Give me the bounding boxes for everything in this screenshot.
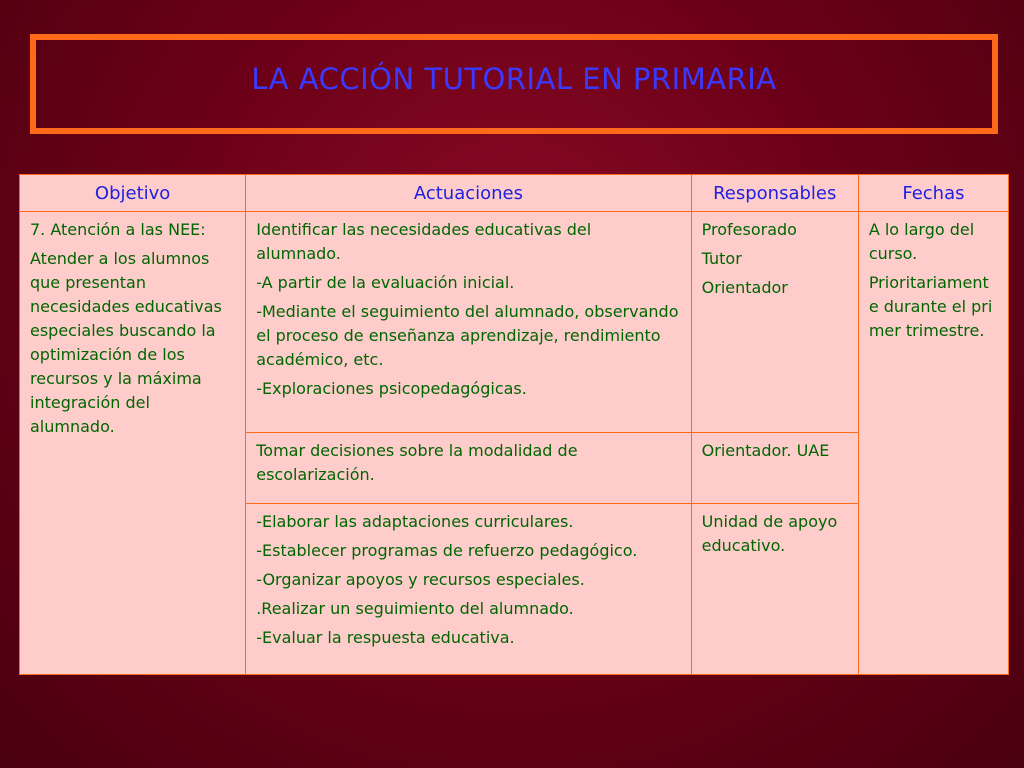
tutorial-action-table xyxy=(19,174,1009,675)
actuacion-item: -Organizar apoyos y recursos especiales. xyxy=(256,570,585,589)
objetivo-heading: 7. Atención a las NEE: xyxy=(30,220,206,239)
header-fechas: Fechas xyxy=(858,175,1008,212)
actuacion-item: -Exploraciones psicopedagógicas. xyxy=(256,379,527,398)
fechas-cell xyxy=(858,212,1008,675)
actuacion-item: .Realizar un seguimiento del alumnado. xyxy=(256,599,574,618)
title-frame xyxy=(30,34,998,134)
fecha-item: A lo largo del curso. xyxy=(868,220,975,263)
responsable-item: Orientador xyxy=(701,278,788,297)
objetivo-cell xyxy=(20,212,246,675)
actuaciones-cell xyxy=(246,504,691,675)
responsable-item: Tutor xyxy=(701,249,742,268)
actuacion-item: -Establecer programas de refuerzo pedagógico. xyxy=(256,541,638,560)
actuacion-item: -A partir de la evaluación inicial. xyxy=(256,273,515,292)
responsables-cell xyxy=(691,504,858,675)
actuaciones-cell xyxy=(246,212,691,433)
header-objetivo: Objetivo xyxy=(20,175,246,212)
header-actuaciones: Actuaciones xyxy=(246,175,691,212)
objetivo-text: Atender a los alumnos que presentan necesidades educativas especiales buscando la optimización de los recursos y la máxima integración del alumnado. xyxy=(30,249,222,436)
actuacion-item: Identificar las necesidades educativas del alumnado. xyxy=(256,220,592,263)
fecha-item: Prioritariamente durante el primer trimestre. xyxy=(868,273,993,340)
actuacion-item: -Evaluar la respuesta educativa. xyxy=(256,628,515,647)
slide-title: LA ACCIÓN TUTORIAL EN PRIMARIA xyxy=(251,62,777,96)
responsables-cell xyxy=(691,212,858,433)
responsables-cell xyxy=(691,433,858,504)
responsable-item: Profesorado xyxy=(701,220,797,239)
responsable-item: Unidad de apoyo educativo. xyxy=(701,512,838,555)
table-row xyxy=(20,212,1009,433)
actuacion-item: -Elaborar las adaptaciones curriculares. xyxy=(256,512,574,531)
actuacion-item: Tomar decisiones sobre la modalidad de escolarización. xyxy=(256,441,578,484)
actuacion-item: -Mediante el seguimiento del alumnado, observando el proceso de enseñanza aprendizaje, rendimiento académico, etc. xyxy=(256,302,679,369)
table-header-row xyxy=(20,175,1009,212)
responsable-item: Orientador. UAE xyxy=(701,441,830,460)
actuaciones-cell xyxy=(246,433,691,504)
header-responsables: Responsables xyxy=(691,175,858,212)
